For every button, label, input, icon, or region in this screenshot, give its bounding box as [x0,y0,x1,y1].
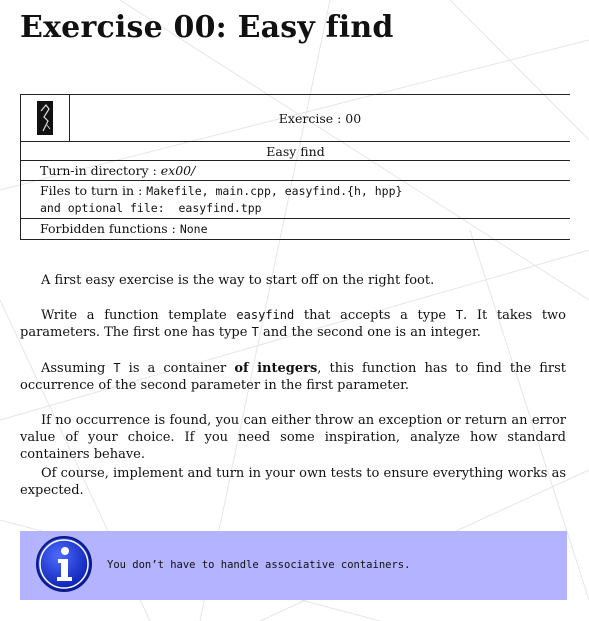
paragraph-function-template: Write a function template easyfind that accepts a type T. It takes two parameters. The first one has type T and the second one is an integer. [20,308,566,340]
info-note-box [20,531,567,600]
paragraph-container-assumption: Assuming T is a container of integers, this function has to find the first occurrence of the second parameter in the first parameter. [20,361,566,393]
forbidden-label: Forbidden functions : [40,221,180,236]
files-value: Makefile, main.cpp, easyfind.{h, hpp} [146,184,403,198]
turn-in-directory-row [21,161,570,181]
turn-in-label: Turn-in directory : [40,163,161,178]
school-logo-cell [21,95,70,141]
forbidden-value: None [179,222,208,236]
files-label: Files to turn in : [40,183,147,198]
files-to-turn-in-row [21,181,570,219]
info-icon [35,535,93,593]
turn-in-value: ex00/ [160,163,196,178]
page-title: Exercise 00: Easy find [20,10,394,45]
exercise-info-table [20,94,570,240]
paragraph-tests: Of course, implement and turn in your own tests to ensure everything works as expected. [20,466,566,498]
exercise-name: Easy find [21,142,570,161]
forbidden-functions-row [21,219,570,239]
optional-file-label: and optional file: [40,201,165,215]
paragraph-intro: A first easy exercise is the way to start off on the right foot. [41,273,435,288]
paragraph-no-occurrence: If no occurrence is found, you can either throw an exception or return an error value of your choice. If you need some inspiration, analyze how standard containers behave. [20,413,566,462]
info-note-text: You don’t have to handle associative containers. [107,559,411,571]
exercise-number: Exercise : 00 [278,110,362,126]
optional-file-value: easyfind.tpp [178,201,262,215]
school-logo-icon [37,101,53,135]
exercise-header-row [21,95,570,142]
